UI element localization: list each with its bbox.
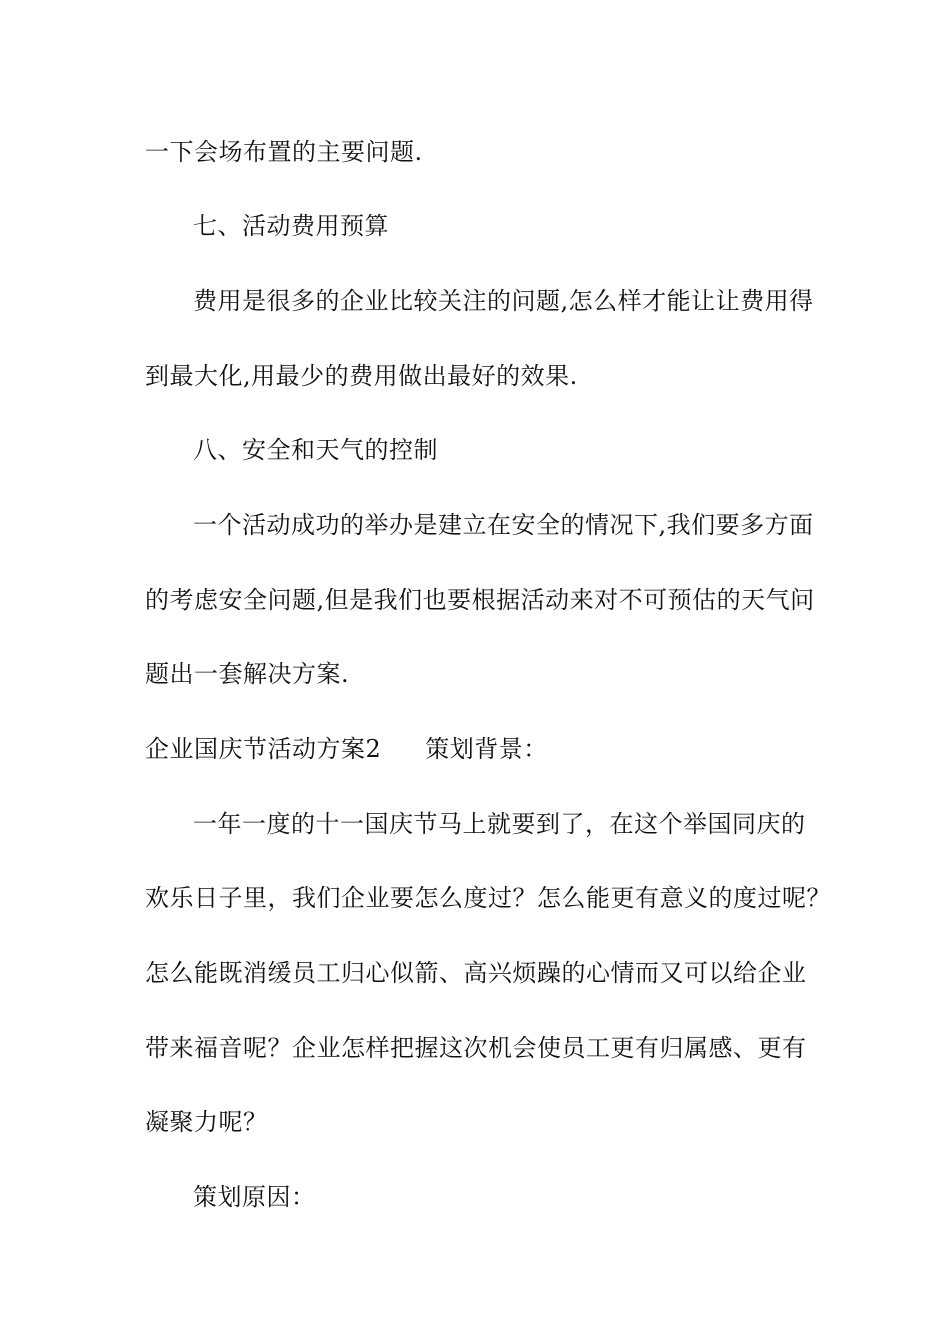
paragraph-line: 的考虑安全问题,但是我们也要根据活动来对不可预估的天气问 xyxy=(145,586,815,614)
paragraph-line: 到最大化,用最少的费用做出最好的效果. xyxy=(145,362,578,390)
paragraph-line: 带来福音呢？企业怎样把握这次机会使员工更有归属感、更有 xyxy=(145,1034,807,1062)
subsection-heading: 策划背景： xyxy=(425,735,548,763)
title-line xyxy=(145,734,548,764)
subsection-heading: 策划原因： xyxy=(193,1183,316,1211)
document-title: 企业国庆节活动方案2 xyxy=(145,735,382,763)
paragraph-line: 费用是很多的企业比较关注的问题,怎么样才能让让费用得 xyxy=(193,287,814,315)
paragraph-line: 欢乐日子里，我们企业要怎么度过？怎么能更有意义的度过呢？ xyxy=(145,884,831,912)
paragraph-line: 一年一度的十一国庆节马上就要到了，在这个举国同庆的 xyxy=(193,810,806,838)
paragraph-line: 凝聚力呢？ xyxy=(145,1108,268,1136)
section-heading: 七、活动费用预算 xyxy=(193,212,389,240)
paragraph-line: 怎么能既消缓员工归心似箭、高兴烦躁的心情而又可以给企业 xyxy=(145,959,807,987)
paragraph-line: 一下会场布置的主要问题. xyxy=(145,138,423,166)
paragraph-line: 题出一套解决方案. xyxy=(145,660,350,688)
section-heading: 八、安全和天气的控制 xyxy=(193,436,438,464)
paragraph-line: 一个活动成功的举办是建立在安全的情况下,我们要多方面 xyxy=(193,511,814,539)
